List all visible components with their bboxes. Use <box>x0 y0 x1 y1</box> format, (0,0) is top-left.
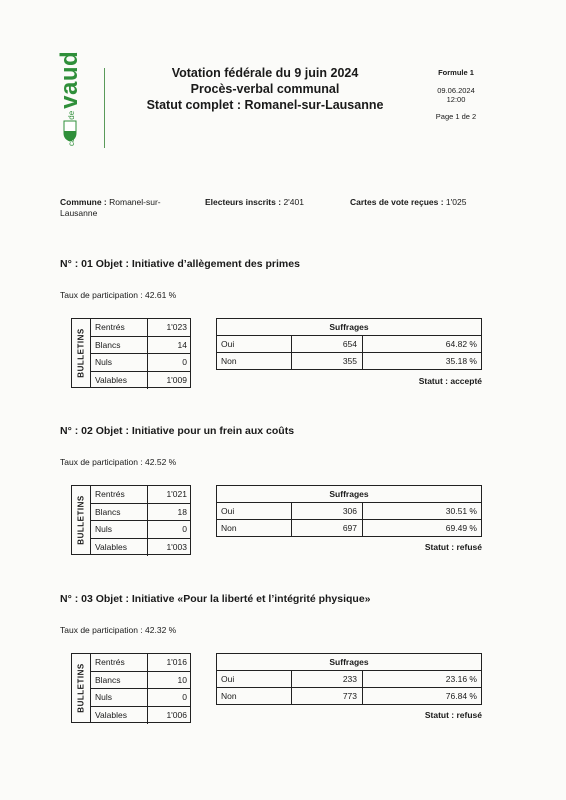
commune-label: Commune : <box>60 197 107 207</box>
bulletins-row-nuls: Nuls 0 <box>91 521 190 539</box>
suffrages-row-oui: Oui 654 64.82 % <box>217 336 481 353</box>
document-title: Votation fédérale du 9 juin 2024 <box>171 66 359 80</box>
document-time: 12:00 <box>446 95 466 104</box>
document-status-title: Statut complet : Romanel-sur-Lausanne <box>146 98 384 112</box>
suffrages-table <box>216 485 482 537</box>
bulletins-row-nuls: Nuls 0 <box>91 689 190 707</box>
cartes-label: Cartes de vote reçues : <box>350 197 444 207</box>
bulletins-side-label: BULLETINS <box>72 486 91 554</box>
suffrages-row-non: Non 773 76.84 % <box>217 688 481 705</box>
participation-rate: Taux de participation : 42.52 % <box>60 457 177 467</box>
header-divider <box>104 68 105 148</box>
commune-value-2: Lausanne <box>60 208 98 218</box>
bulletins-row-blancs: Blancs 18 <box>91 504 190 522</box>
logo-text-big: vaud <box>56 50 83 109</box>
bulletins-row-valables: Valables 1'009 <box>91 372 190 390</box>
bulletins-side-label: BULLETINS <box>72 654 91 722</box>
electeurs-value: 2'401 <box>283 197 304 207</box>
bulletins-row-rentres: Rentrés 1'021 <box>91 486 190 504</box>
electeurs-info <box>205 197 304 207</box>
document-subtitle: Procès-verbal communal <box>190 82 340 96</box>
bulletins-row-rentres: Rentrés 1'023 <box>91 319 190 337</box>
object-status: Statut : accepté <box>418 376 482 386</box>
suffrages-table <box>216 653 482 705</box>
bulletins-table <box>71 485 191 555</box>
commune-value-1: Romanel-sur- <box>109 197 161 207</box>
document-date: 09.06.2024 <box>437 86 475 95</box>
cartes-value: 1'025 <box>445 197 467 207</box>
bulletins-row-rentres: Rentrés 1'016 <box>91 654 190 672</box>
object-status: Statut : refusé <box>424 542 482 552</box>
page-number: Page 1 de 2 <box>435 112 477 121</box>
cartes-info <box>350 197 466 207</box>
object-title: N° : 03 Objet : Initiative «Pour la liberté et l’intégrité physique» <box>60 593 371 605</box>
suffrages-header: Suffrages <box>217 654 481 671</box>
form-label: Formule 1 <box>438 68 474 77</box>
suffrages-row-non: Non 697 69.49 % <box>217 520 481 537</box>
commune-info <box>60 197 161 207</box>
bulletins-row-blancs: Blancs 14 <box>91 337 190 355</box>
vaud-shield-icon <box>63 120 77 142</box>
bulletins-row-nuls: Nuls 0 <box>91 354 190 372</box>
object-title: N° : 02 Objet : Initiative pour un frein aux coûts <box>60 425 295 437</box>
suffrages-row-non: Non 355 35.18 % <box>217 353 481 370</box>
electeurs-label: Electeurs inscrits : <box>205 197 282 207</box>
suffrages-row-oui: Oui 306 30.51 % <box>217 503 481 520</box>
bulletins-side-label: BULLETINS <box>72 319 91 387</box>
participation-rate: Taux de participation : 42.61 % <box>60 290 177 300</box>
object-status: Statut : refusé <box>424 710 482 720</box>
bulletins-row-valables: Valables 1'003 <box>91 539 190 557</box>
bulletins-table <box>71 653 191 723</box>
participation-rate: Taux de participation : 42.32 % <box>60 625 177 635</box>
object-title: N° : 01 Objet : Initiative d’allègement des primes <box>60 258 300 270</box>
bulletins-row-blancs: Blancs 10 <box>91 672 190 690</box>
bulletins-row-valables: Valables 1'006 <box>91 707 190 725</box>
suffrages-header: Suffrages <box>217 486 481 503</box>
suffrages-row-oui: Oui 233 23.16 % <box>217 671 481 688</box>
bulletins-table <box>71 318 191 388</box>
suffrages-table <box>216 318 482 370</box>
suffrages-header: Suffrages <box>217 319 481 336</box>
